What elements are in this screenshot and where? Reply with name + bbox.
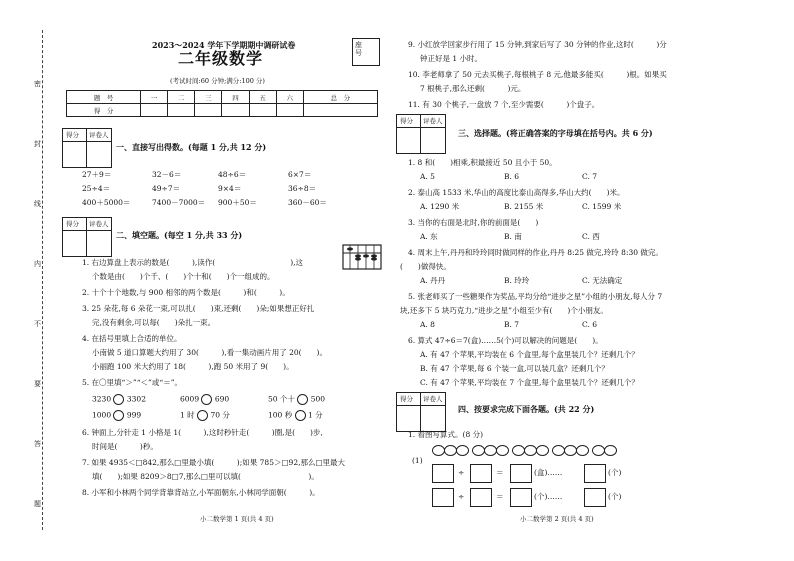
choice-question-1: 1. 8 和( )相乘,积最接近 50 且小于 50。 xyxy=(408,158,557,167)
choice-option: C. 1599 米 xyxy=(582,202,622,211)
answer-box[interactable] xyxy=(470,464,492,483)
section-4-title: 四、按要求完成下面各题。(共 22 分) xyxy=(458,404,595,414)
grader-name-label: 评卷人 xyxy=(423,395,443,403)
abacus-icon xyxy=(342,244,382,270)
answer-box[interactable] xyxy=(432,464,454,483)
question-6-line-2: 时间是( )秒。 xyxy=(92,442,158,451)
fruit-icon xyxy=(456,445,469,456)
calc-item: 48÷6＝ xyxy=(218,170,247,179)
score-header-cell: 三 xyxy=(195,91,222,104)
choice-option: B. 6 xyxy=(504,172,520,181)
section-1-title: 一、直接写出得数。(每题 1 分,共 12 分) xyxy=(116,142,267,152)
choice-option: B. 7 xyxy=(504,320,520,329)
binding-char: 线 xyxy=(34,200,41,208)
choice-question-4-line-2: ( )做得快。 xyxy=(400,262,451,271)
calc-item: 9×4＝ xyxy=(218,184,242,193)
calc-item: 25÷4＝ xyxy=(82,184,111,193)
binding-strip xyxy=(0,0,40,561)
choice-option: A. 5 xyxy=(420,172,435,181)
calc-item: 27＋9＝ xyxy=(82,170,112,179)
question-2: 2. 十个十个地数,与 900 相邻的两个数是( )和( )。 xyxy=(82,288,290,297)
score-row-label: 得 分 xyxy=(67,104,141,117)
question-10-line-2: 7 根桃子,那么还剩( )元。 xyxy=(420,84,526,93)
compare-item: 50 个十 500 xyxy=(268,394,326,404)
choice-option: C. 6 xyxy=(582,320,598,329)
score-cell[interactable] xyxy=(276,104,303,117)
calc-item: 400＋5000＝ xyxy=(82,198,131,207)
score-cell[interactable] xyxy=(168,104,195,117)
binding-char: 内 xyxy=(34,260,41,268)
compare-item: 6009 690 xyxy=(180,394,230,404)
divide-sign: ÷ xyxy=(458,468,465,477)
section-3-title: 三、选择题。(将正确答案的字母填在括号内。共 6 分) xyxy=(458,128,653,138)
binding-char: 封 xyxy=(34,140,41,148)
choice-option: A. 1290 米 xyxy=(420,202,460,211)
choice-question-5-line-1: 5. 张老师买了一些糖果作为奖品,平均分给“进步之星”小组的小朋友,每人分 7 xyxy=(408,292,663,301)
question-9-line-2: 钟正好是 1 小时。 xyxy=(420,54,483,63)
choice-option: B. 南 xyxy=(504,232,522,241)
grader-box xyxy=(396,114,446,154)
binding-char: 要 xyxy=(34,380,41,388)
answer-box[interactable] xyxy=(584,488,606,507)
grader-score-label: 得分 xyxy=(66,131,79,139)
grader-box xyxy=(396,392,446,432)
question-3-line-2: 完,没有剩余,可以每( )朵扎一束。 xyxy=(92,318,216,327)
calc-item: 49÷7＝ xyxy=(152,184,181,193)
question-4-line-1: 4. 在括号里填上合适的单位。 xyxy=(82,334,182,343)
answer-box[interactable] xyxy=(432,488,454,507)
score-cell[interactable] xyxy=(141,104,168,117)
seal-line xyxy=(42,30,43,530)
compare-circle[interactable] xyxy=(295,410,306,421)
grader-box xyxy=(62,217,112,257)
grader-score-label: 得分 xyxy=(400,117,413,125)
choice-option: B. 玲玲 xyxy=(504,276,530,285)
choice-option: B. 2155 米 xyxy=(504,202,544,211)
score-header-cell: 四 xyxy=(222,91,249,104)
question-5: 5. 在〇里填“＞”“＜”或“＝”。 xyxy=(82,378,183,387)
equals-sign: ＝ xyxy=(496,468,504,477)
fruit-icon xyxy=(604,445,617,456)
score-cell[interactable] xyxy=(195,104,222,117)
question-1-line-1: 1. 右边算盘上表示的数是( ),读作( ),这 xyxy=(82,258,304,267)
question-8: 8. 小军和小林两个同学背靠背站立,小军面朝东,小林同学面朝( )。 xyxy=(82,488,320,497)
choice-option: C. 有 47 个苹果,平均装在 7 个盒里,每个盒里装几个？还剩几个？ xyxy=(420,378,639,387)
choice-option: A. 丹丹 xyxy=(420,276,446,285)
score-header-cell: 五 xyxy=(249,91,276,104)
choice-option: C. 7 xyxy=(582,172,598,181)
answer-box[interactable] xyxy=(470,488,492,507)
grader-box xyxy=(62,128,112,168)
question-6-line-1: 6. 钟面上,分针走 1 小格是 1( ),这时秒针走( )圈,是( )步, xyxy=(82,428,323,437)
score-header-cell: 总 分 xyxy=(303,91,377,104)
calc-item: 360－60＝ xyxy=(288,198,327,207)
score-cell[interactable] xyxy=(249,104,276,117)
unit-label: (个) xyxy=(608,468,622,477)
choice-option: C. 西 xyxy=(582,232,600,241)
question-4-line-2: 小南做 5 道口算题大约用了 30( ),看一集动画片用了 20( )。 xyxy=(92,348,327,357)
equals-sign: ＝ xyxy=(496,492,504,501)
score-table xyxy=(66,90,378,117)
fruit-icon xyxy=(536,445,549,456)
compare-item: 1000 999 xyxy=(92,410,142,420)
compare-circle[interactable] xyxy=(197,410,208,421)
calc-item: 900＋50＝ xyxy=(218,198,257,207)
choice-option: A. 8 xyxy=(420,320,435,329)
score-header-cell: 题 号 xyxy=(67,91,141,104)
answer-box[interactable] xyxy=(510,488,532,507)
divide-sign: ÷ xyxy=(458,492,465,501)
choice-question-3: 3. 当你的右面是北时,你的前面是( ) xyxy=(408,218,539,227)
calc-item: 36÷8＝ xyxy=(288,184,317,193)
seat-number-box xyxy=(352,38,380,66)
picture-problem-label: (1) xyxy=(412,456,423,465)
question-11: 11. 有 30 个桃子,一盘放 7 个,至少需要( )个盘子。 xyxy=(408,100,600,109)
score-header-cell: 六 xyxy=(276,91,303,104)
question-7-line-1: 7. 如果 4935＜□842,那么□里最小填( );如果 785＞□92,那么□里最大 xyxy=(82,458,346,467)
unit-label: (个) xyxy=(608,492,622,501)
choice-question-2: 2. 泰山高 1533 米,华山的高度比泰山高得多,华山大约( )米。 xyxy=(408,188,625,197)
fruit-icon xyxy=(576,445,589,456)
compare-item: 3230 3302 xyxy=(92,394,146,404)
binding-char: 答 xyxy=(34,440,41,448)
choice-question-5-line-2: 块,还多下 5 块巧克力,“进步之星”小组至少有( )个小朋友。 xyxy=(400,306,608,315)
choice-option: C. 无法确定 xyxy=(582,276,623,285)
grader-score-label: 得分 xyxy=(66,220,79,228)
compare-circle[interactable] xyxy=(113,410,124,421)
choice-option: B. 有 47 个苹果,每 6 个装一盒,可以装几盒？还剩几个？ xyxy=(420,364,609,373)
calc-item: 32－6＝ xyxy=(152,170,182,179)
question-7-line-2: 填( );如果 8209＞8□7,那么□里可以填( )。 xyxy=(92,472,319,481)
page-footer-left: 小二数学第 1 页(共 4 页) xyxy=(200,515,274,523)
grader-name-label: 评卷人 xyxy=(89,131,109,139)
question-10-line-1: 10. 李老师拿了 50 元去买桃子,每根桃子 8 元,他最多能买( )根。如果买 xyxy=(408,70,667,79)
exam-info: (考试时间:60 分钟;满分:100 分) xyxy=(170,77,265,85)
compare-circle[interactable] xyxy=(201,394,212,405)
choice-option: A. 有 47 个苹果,平均装在 6 个盒里,每个盒里装几个？还剩几个？ xyxy=(420,350,639,359)
score-header-cell: 一 xyxy=(141,91,168,104)
question-4-line-3: 小丽跑 100 米大约用了 18( ),跑 50 米用了 9( )。 xyxy=(92,362,294,371)
score-cell[interactable] xyxy=(303,104,377,117)
compare-item: 100 秒 1 分 xyxy=(268,410,323,420)
compare-circle[interactable] xyxy=(297,394,308,405)
binding-char: 密 xyxy=(34,80,41,88)
section-2-title: 二、填空题。(每空 1 分,共 33 分) xyxy=(116,230,243,240)
calc-item: 6×7＝ xyxy=(288,170,312,179)
score-cell[interactable] xyxy=(222,104,249,117)
answer-box[interactable] xyxy=(510,464,532,483)
calc-item: 7400－7000＝ xyxy=(152,198,206,207)
question-9-line-1: 9. 小红放学回家步行用了 15 分钟,到家后写了 30 分钟的作业,这时( )分 xyxy=(408,40,667,49)
grader-name-label: 评卷人 xyxy=(89,220,109,228)
exam-title: 2023～2024 学年下学期期中调研试卷 xyxy=(152,40,296,50)
binding-char: 不 xyxy=(34,320,41,328)
fruit-icon xyxy=(496,445,509,456)
choice-option: A. 东 xyxy=(420,232,438,241)
compare-circle[interactable] xyxy=(113,394,124,405)
compare-item: 1 时 70 分 xyxy=(180,410,230,420)
question-1-line-2: 个数是由( )个千、( )个十和( )个一组成的。 xyxy=(92,272,275,281)
answer-box[interactable] xyxy=(584,464,606,483)
binding-char: 题 xyxy=(34,500,41,508)
question-3-line-1: 3. 25 朵花,每 6 朵花一束,可以扎( )束,还剩( )朵;如果想正好扎 xyxy=(82,304,315,313)
unit-label: (个)…… xyxy=(534,492,563,501)
grader-name-label: 评卷人 xyxy=(423,117,443,125)
choice-question-6: 6. 算式 47÷6＝7(盒)……5(个)可以解决的问题是( )。 xyxy=(408,336,603,345)
choice-question-4-line-1: 4. 周末上午,丹丹和玲玲同时做同样的作业,丹丹 8:25 做完,玲玲 8:30 做完。 xyxy=(408,248,663,257)
grader-score-label: 得分 xyxy=(400,395,413,403)
picture-problem-title: 1. 看图写算式。(8 分) xyxy=(408,430,484,439)
unit-label: (盒)…… xyxy=(534,468,563,477)
subject-title: 二年级数学 xyxy=(178,49,264,68)
score-header-cell: 二 xyxy=(168,91,195,104)
seat-label: 座号 xyxy=(355,41,362,57)
page-footer-right: 小二数学第 2 页(共 4 页) xyxy=(520,515,594,523)
